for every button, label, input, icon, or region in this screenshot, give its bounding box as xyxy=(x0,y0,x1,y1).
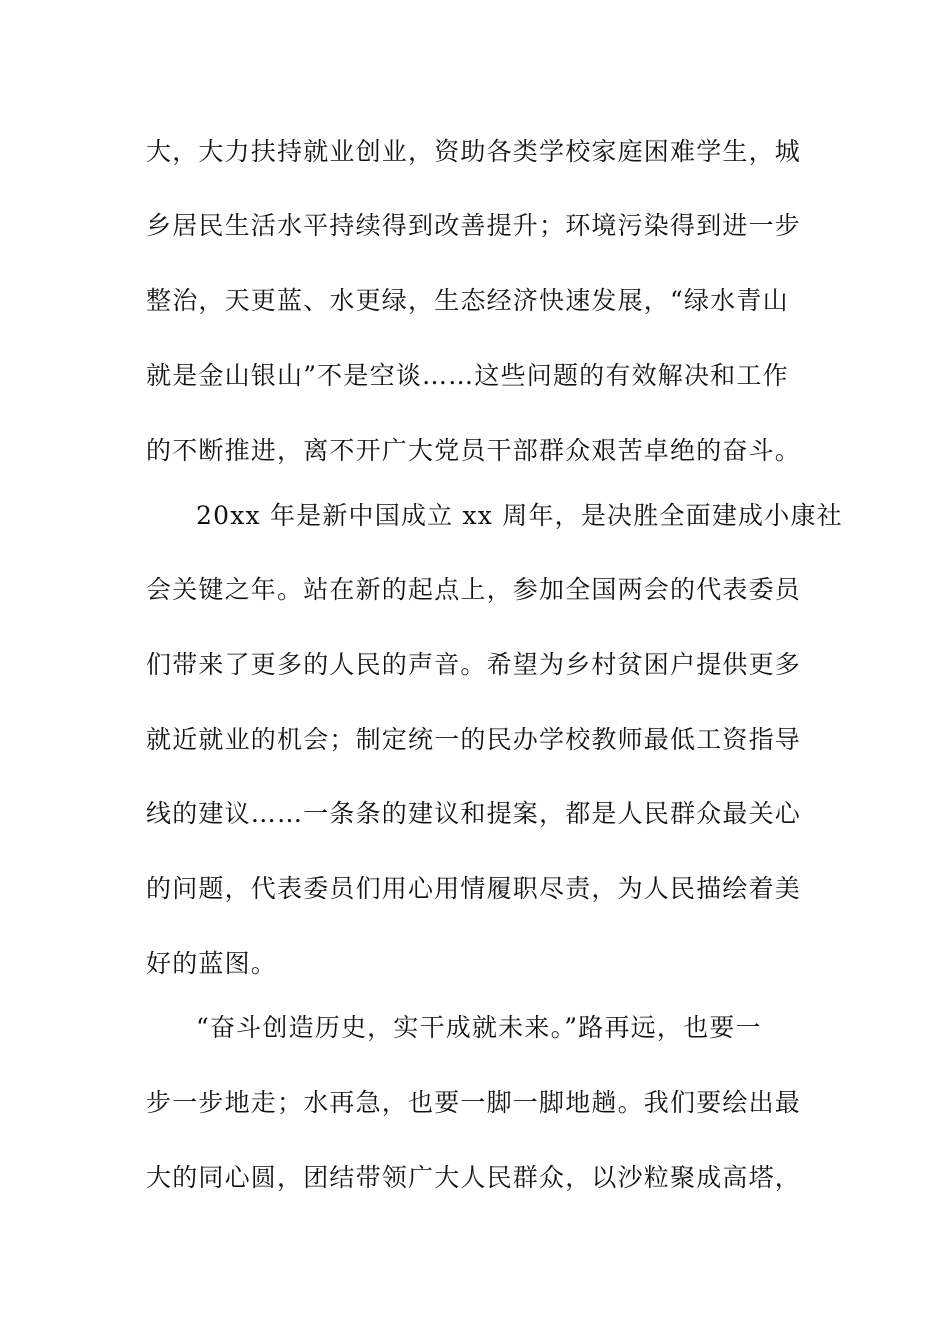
text-line: 的问题，代表委员们用心用情履职尽责，为人民描绘着美 xyxy=(146,874,802,903)
text-line: 会关键之年。站在新的起点上，参加全国两会的代表委员 xyxy=(146,575,802,604)
text-line: 们带来了更多的人民的声音。希望为乡村贫困户提供更多 xyxy=(146,650,802,679)
paragraph-start-line: 20xx 年是新中国成立 xx 周年，是决胜全面建成小康社 xyxy=(196,501,843,530)
text-line: 就近就业的机会；制定统一的民办学校教师最低工资指导 xyxy=(146,725,802,754)
text-line: 大，大力扶持就业创业，资助各类学校家庭困难学生，城 xyxy=(146,137,802,166)
paragraph-start-line: “奋斗创造历史，实干成就未来。”路再远，也要一 xyxy=(196,1013,762,1042)
text-line: 整治，天更蓝、水更绿，生态经济快速发展，“绿水青山 xyxy=(146,286,789,315)
text-line: 就是金山银山”不是空谈……这些问题的有效解决和工作 xyxy=(146,361,789,390)
text-line: 线的建议……一条条的建议和提案，都是人民群众最关心 xyxy=(146,799,802,828)
text-line: 好的蓝图。 xyxy=(146,949,278,978)
text-line: 步一步地走；水再急，也要一脚一脚地趟。我们要绘出最 xyxy=(146,1088,802,1117)
text-line: 乡居民生活水平持续得到改善提升；环境污染得到进一步 xyxy=(146,211,802,240)
text-line: 大的同心圆，团结带领广大人民群众，以沙粒聚成高塔， xyxy=(146,1163,802,1192)
text-line: 的不断推进，离不开广大党员干部群众艰苦卓绝的奋斗。 xyxy=(146,436,802,465)
